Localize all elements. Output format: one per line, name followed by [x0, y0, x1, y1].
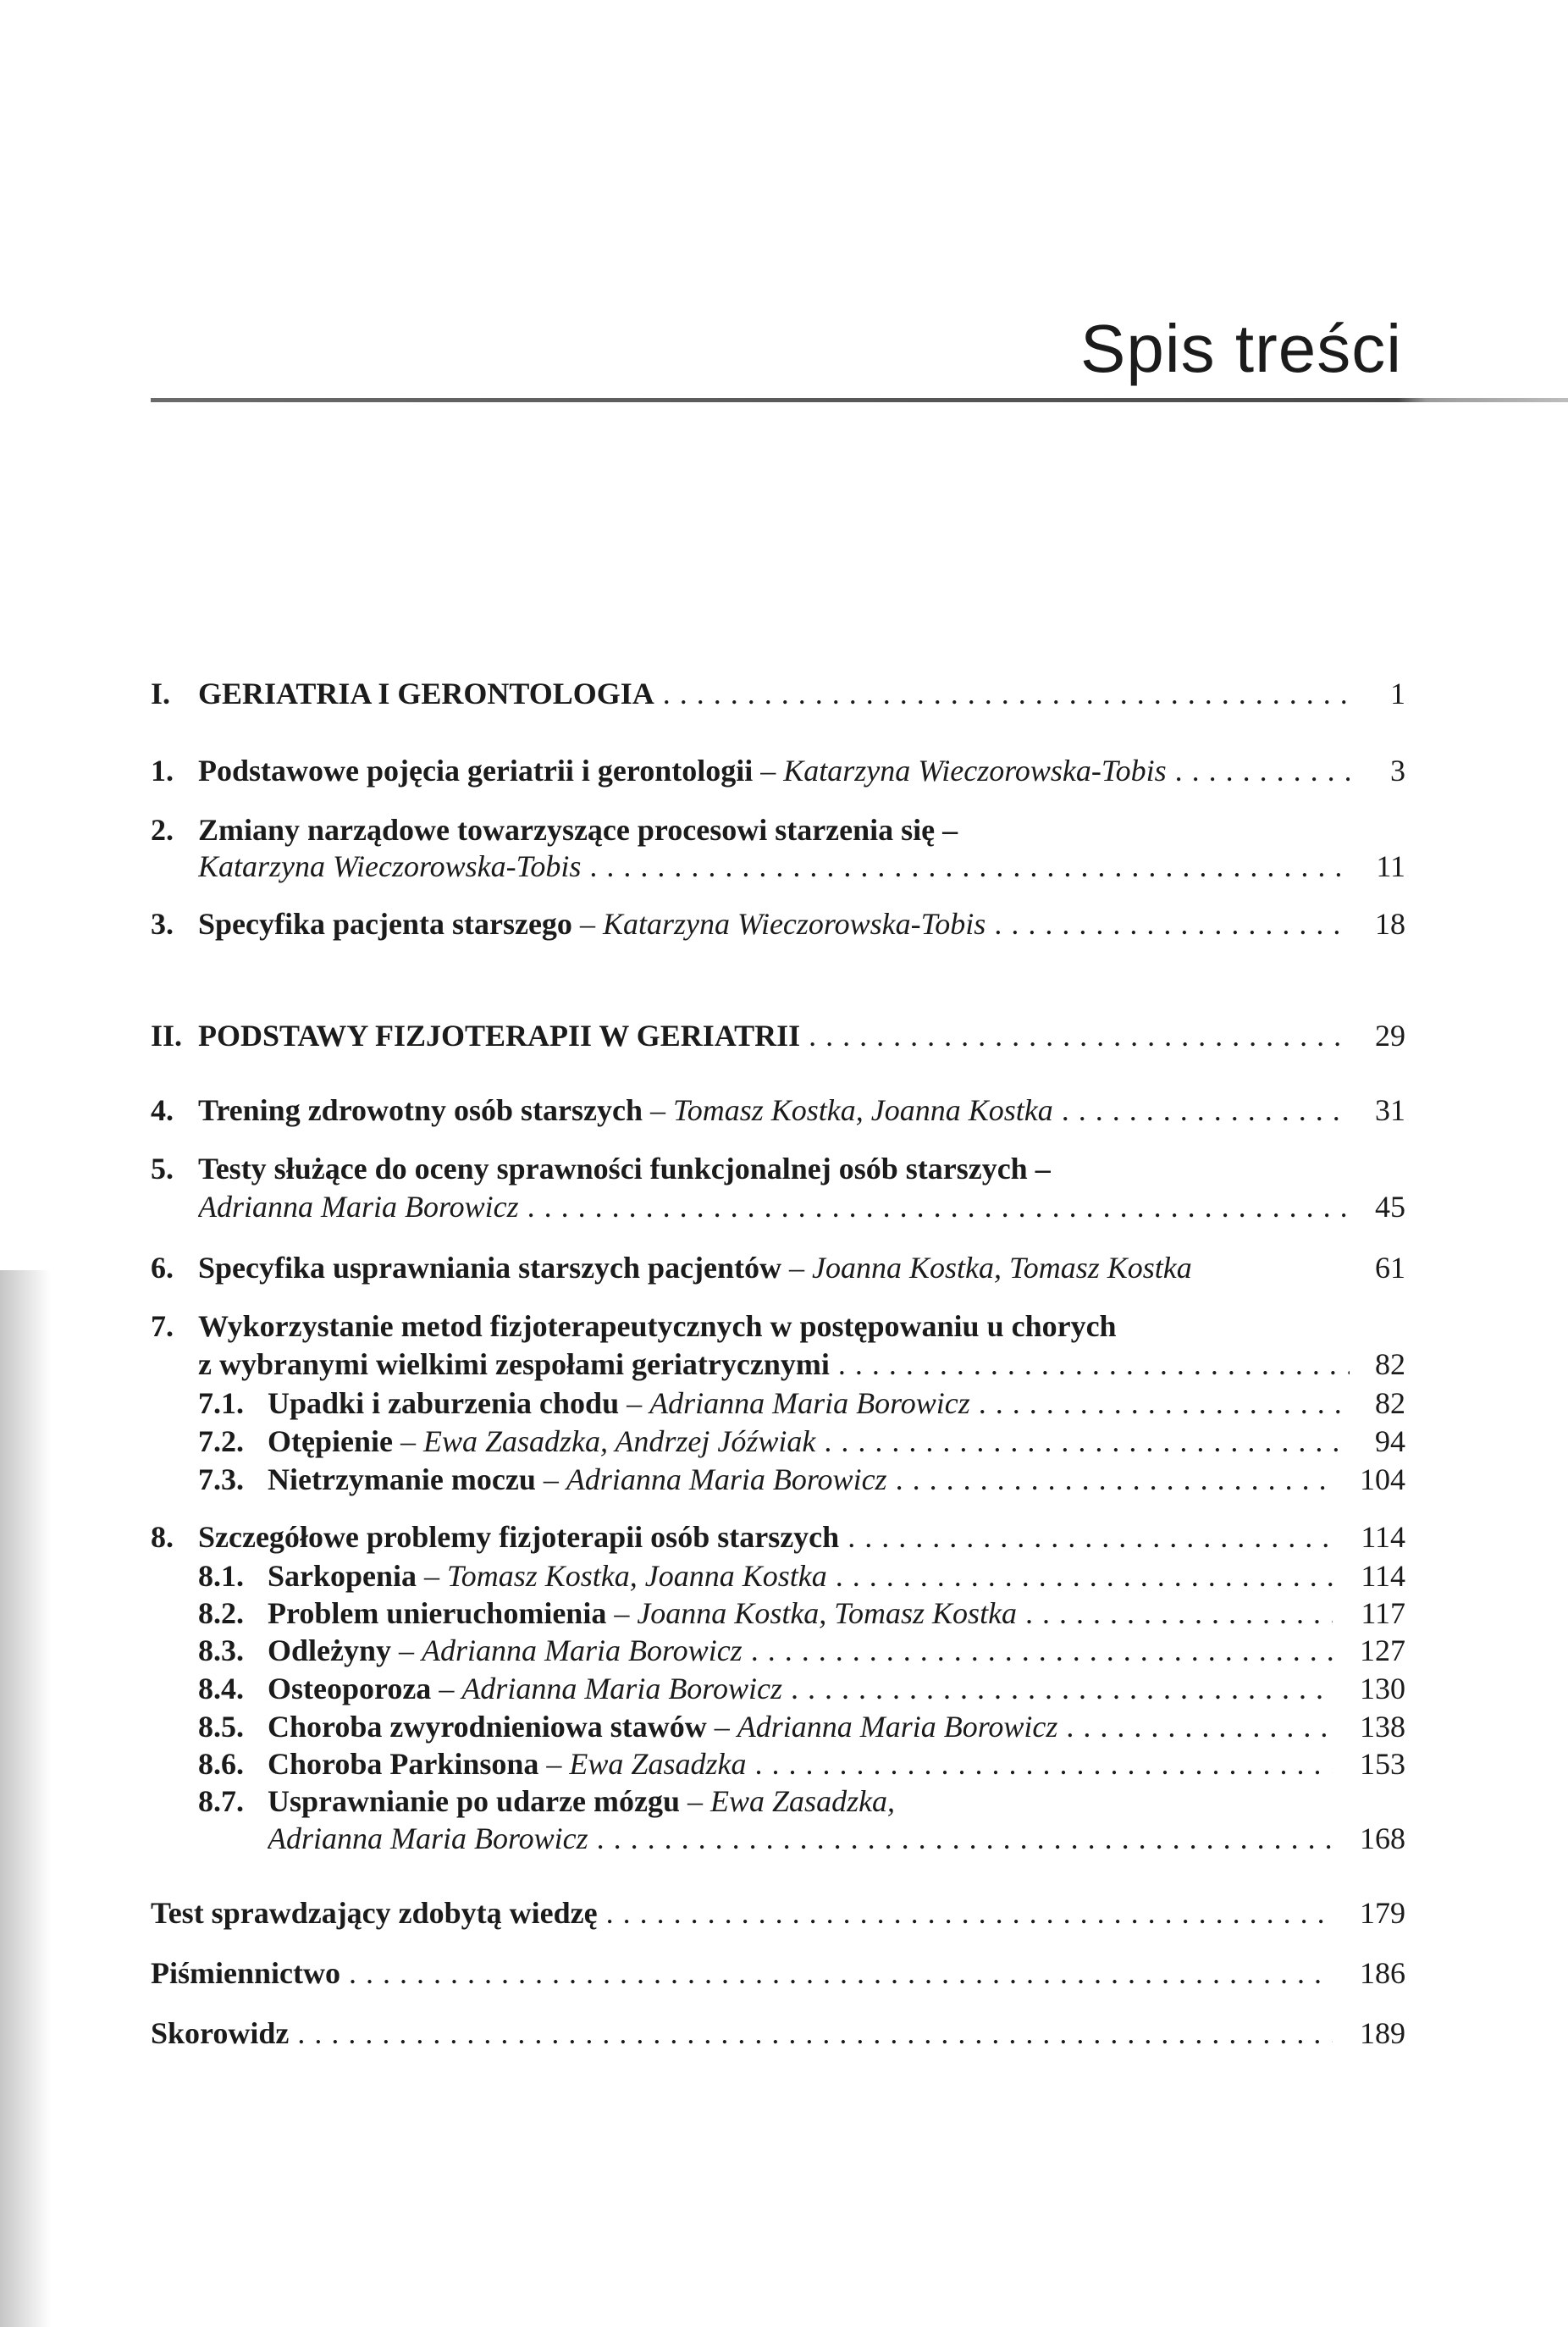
- section-authors-cont: Adrianna Maria Borowicz: [268, 1821, 588, 1855]
- page-number: 82: [1375, 1347, 1405, 1381]
- section-number: 8.4.: [198, 1672, 244, 1705]
- page-number: 127: [1360, 1633, 1405, 1667]
- chapter-title: Podstawowe pojęcia geriatrii i gerontologii: [198, 754, 754, 788]
- chapter-number: 8.: [151, 1520, 174, 1554]
- backmatter-title: Skorowidz: [151, 2016, 290, 2050]
- page-number: 114: [1361, 1559, 1405, 1593]
- dash-separator: –: [606, 1596, 638, 1630]
- toc-backmatter-bibliography[interactable]: [0, 1954, 1568, 1993]
- page-number: 11: [1376, 849, 1405, 883]
- page-number: 1: [1390, 677, 1405, 710]
- toc-chapter-2[interactable]: [0, 810, 1568, 849]
- chapter-authors: Katarzyna Wieczorowska-Tobis: [783, 754, 1167, 788]
- chapter-authors: Katarzyna Wieczorowska-Tobis: [602, 907, 986, 941]
- dash-separator: –: [392, 1424, 423, 1458]
- chapter-number: 6.: [151, 1251, 174, 1285]
- section-authors: Adrianna Maria Borowicz: [737, 1710, 1058, 1744]
- toc-section-8-2[interactable]: [0, 1594, 1568, 1633]
- dot-leader: [809, 1016, 1350, 1055]
- page-number: 186: [1360, 1956, 1405, 1990]
- dot-leader: [994, 904, 1350, 943]
- section-title: Problem unieruchomienia: [268, 1596, 607, 1630]
- toc-chapter-6[interactable]: [0, 1248, 1568, 1287]
- toc-section-7-1[interactable]: [0, 1384, 1568, 1423]
- toc-chapter-3[interactable]: [0, 904, 1568, 943]
- section-title: Osteoporoza: [268, 1672, 432, 1705]
- toc-chapter-7[interactable]: [0, 1307, 1568, 1346]
- toc-backmatter-test[interactable]: [0, 1893, 1568, 1932]
- section-title: Odleżyny: [268, 1633, 392, 1667]
- section-authors: Adrianna Maria Borowicz: [422, 1633, 743, 1667]
- dot-leader: [663, 674, 1350, 713]
- section-number: 8.7.: [198, 1784, 244, 1818]
- page-title: Spis treści: [1080, 311, 1402, 386]
- toc-section-8-3[interactable]: [0, 1631, 1568, 1670]
- section-authors: Joanna Kostka, Tomasz Kostka: [637, 1596, 1018, 1630]
- page-number: 138: [1360, 1710, 1405, 1744]
- dot-leader: [838, 1345, 1350, 1384]
- section-authors: Adrianna Maria Borowicz: [461, 1672, 782, 1705]
- chapter-number: 1.: [151, 754, 174, 788]
- dot-leader: [824, 1422, 1350, 1461]
- dot-leader: [349, 1954, 1333, 1993]
- section-number: 7.2.: [198, 1424, 244, 1458]
- dot-leader: [1175, 751, 1350, 790]
- section-title: Upadki i zaburzenia chodu: [268, 1386, 620, 1420]
- section-number: 7.3.: [198, 1462, 244, 1496]
- section-title: Choroba zwyrodnieniowa stawów: [268, 1710, 707, 1744]
- section-authors: Ewa Zasadzka, Andrzej Jóźwiak: [422, 1424, 816, 1458]
- dash-separator: –: [781, 1251, 813, 1285]
- dot-leader: [1066, 1707, 1333, 1746]
- section-number: 8.3.: [198, 1633, 244, 1667]
- toc-section-8-4[interactable]: [0, 1669, 1568, 1708]
- page-number: 82: [1375, 1386, 1405, 1420]
- section-title: Usprawnianie po udarze mózgu: [268, 1784, 681, 1818]
- toc-chapter-7-cont[interactable]: [0, 1345, 1568, 1384]
- dot-leader: [836, 1556, 1333, 1595]
- page-number: 179: [1360, 1896, 1405, 1930]
- chapter-title: Specyfika usprawniania starszych pacjentów: [198, 1251, 782, 1285]
- section-number: 8.6.: [198, 1747, 244, 1781]
- section-number: 8.5.: [198, 1710, 244, 1744]
- page-number: 45: [1375, 1190, 1405, 1224]
- section-authors: Adrianna Maria Borowicz: [649, 1386, 970, 1420]
- toc-section-8-5[interactable]: [0, 1707, 1568, 1746]
- part-number: II.: [151, 1019, 183, 1053]
- chapter-number: 2.: [151, 813, 174, 847]
- toc-section-8-7-cont[interactable]: [0, 1819, 1568, 1858]
- page-number: 18: [1375, 907, 1405, 941]
- dot-leader: [751, 1631, 1333, 1670]
- toc-chapter-5[interactable]: [0, 1149, 1568, 1188]
- chapter-title-cont: z wybranymi wielkimi zespołami geriatrycznymi: [198, 1347, 830, 1381]
- toc-section-7-3[interactable]: [0, 1460, 1568, 1499]
- backmatter-title: Piśmiennictwo: [151, 1956, 340, 1990]
- page-number: 61: [1375, 1251, 1405, 1285]
- dash-separator: –: [417, 1559, 448, 1593]
- section-title: Nietrzymanie moczu: [268, 1462, 536, 1496]
- chapter-title: Szczegółowe problemy fizjoterapii osób starszych: [198, 1520, 840, 1554]
- page-number: 94: [1375, 1424, 1405, 1458]
- page-number: 114: [1361, 1520, 1405, 1554]
- dot-leader: [979, 1384, 1350, 1423]
- chapter-authors: Joanna Kostka, Tomasz Kostka: [812, 1251, 1192, 1285]
- toc-section-8-6[interactable]: [0, 1744, 1568, 1783]
- dash-separator: –: [753, 754, 784, 788]
- section-number: 8.2.: [198, 1596, 244, 1630]
- dot-leader: [527, 1187, 1350, 1226]
- page-number: 117: [1361, 1596, 1405, 1630]
- toc-chapter-1[interactable]: [0, 751, 1568, 790]
- chapter-number: 3.: [151, 907, 174, 941]
- page-number: 153: [1360, 1747, 1405, 1781]
- dot-leader: [847, 1517, 1333, 1556]
- chapter-authors: Tomasz Kostka, Joanna Kostka: [673, 1093, 1053, 1127]
- section-number: 7.1.: [198, 1386, 244, 1420]
- toc-chapter-4[interactable]: [0, 1091, 1568, 1130]
- page-number: 168: [1360, 1821, 1405, 1855]
- chapter-title: Zmiany narządowe towarzyszące procesowi starzenia się –: [198, 813, 958, 847]
- toc-chapter-5-cont[interactable]: [0, 1187, 1568, 1226]
- page-number: 3: [1390, 754, 1405, 788]
- dot-leader: [754, 1744, 1333, 1783]
- dash-separator: –: [680, 1784, 711, 1818]
- toc-part-2[interactable]: [0, 1016, 1568, 1055]
- dash-separator: –: [535, 1462, 566, 1496]
- toc-section-7-2[interactable]: [0, 1422, 1568, 1461]
- dot-leader: [589, 847, 1350, 886]
- page-number: 104: [1360, 1462, 1405, 1496]
- chapter-number: 5.: [151, 1152, 174, 1186]
- toc-section-8-7[interactable]: [0, 1782, 1568, 1821]
- toc-section-8-1[interactable]: [0, 1556, 1568, 1595]
- dot-leader: [791, 1669, 1333, 1708]
- section-number: 8.1.: [198, 1559, 244, 1593]
- dot-leader: [606, 1893, 1333, 1932]
- page-number: 29: [1375, 1019, 1405, 1053]
- section-authors: Adrianna Maria Borowicz: [566, 1462, 887, 1496]
- dash-separator: –: [706, 1710, 737, 1744]
- chapter-title: Trening zdrowotny osób starszych: [198, 1093, 643, 1127]
- dot-leader: [1025, 1594, 1333, 1633]
- chapter-title: Specyfika pacjenta starszego: [198, 907, 572, 941]
- page-number: 189: [1360, 2016, 1405, 2050]
- toc-chapter-8[interactable]: [0, 1517, 1568, 1556]
- page-number: 31: [1375, 1093, 1405, 1127]
- backmatter-title: Test sprawdzający zdobytą wiedzę: [151, 1896, 598, 1930]
- chapter-authors: Adrianna Maria Borowicz: [198, 1190, 519, 1224]
- page-number: 130: [1360, 1672, 1405, 1705]
- dash-separator: –: [643, 1093, 674, 1127]
- toc-backmatter-index[interactable]: [0, 2014, 1568, 2053]
- dot-leader: [297, 2014, 1333, 2053]
- chapter-number: 4.: [151, 1093, 174, 1127]
- part-title: PODSTAWY FIZJOTERAPII W GERIATRII: [198, 1019, 801, 1053]
- toc-part-1[interactable]: [0, 674, 1568, 713]
- section-authors: Tomasz Kostka, Joanna Kostka: [447, 1559, 827, 1593]
- chapter-title: Wykorzystanie metod fizjoterapeutycznych w postępowaniu u chorych: [198, 1309, 1117, 1343]
- section-authors: Ewa Zasadzka,: [710, 1784, 896, 1818]
- dash-separator: –: [571, 907, 603, 941]
- chapter-title: Testy służące do oceny sprawności funkcjonalnej osób starszych –: [198, 1152, 1051, 1186]
- chapter-authors: Katarzyna Wieczorowska-Tobis: [198, 849, 582, 883]
- part-number: I.: [151, 677, 171, 710]
- dot-leader: [896, 1460, 1333, 1499]
- section-title: Otępienie: [268, 1424, 393, 1458]
- dash-separator: –: [431, 1672, 462, 1705]
- chapter-number: 7.: [151, 1309, 174, 1343]
- dot-leader: [597, 1819, 1333, 1858]
- section-authors: Ewa Zasadzka: [569, 1747, 747, 1781]
- section-title: Sarkopenia: [268, 1559, 417, 1593]
- dot-leader: [1062, 1091, 1350, 1130]
- part-title: GERIATRIA I GERONTOLOGIA: [198, 677, 654, 710]
- dash-separator: –: [391, 1633, 422, 1667]
- dash-separator: –: [538, 1747, 570, 1781]
- toc-chapter-2-cont[interactable]: [0, 847, 1568, 886]
- dash-separator: –: [619, 1386, 650, 1420]
- section-title: Choroba Parkinsona: [268, 1747, 539, 1781]
